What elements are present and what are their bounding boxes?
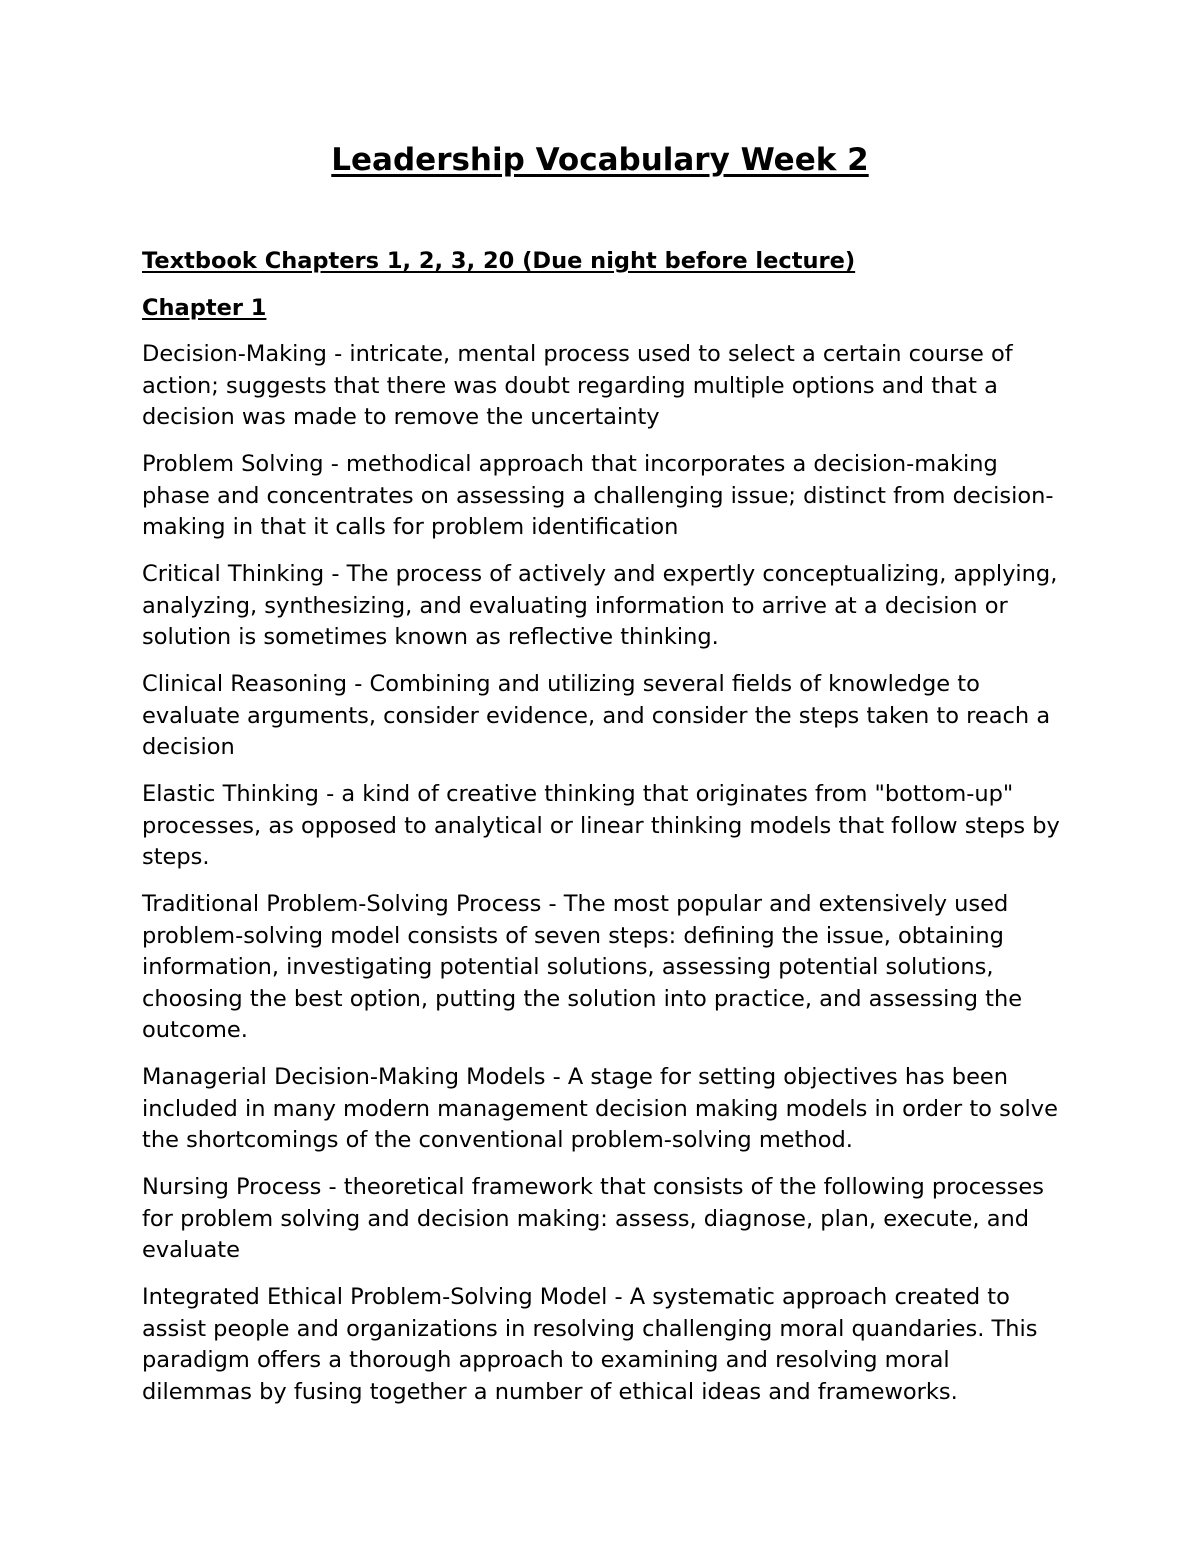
term-critical-thinking: Critical Thinking - The process of actively and expertly conceptualizing, applying, analyzing, synthesizing, and evaluating information to arrive at a decision or solution is sometimes known as reflective thinking.	[142, 561, 1058, 650]
term-integrated-ethical-problem-solving-model: Integrated Ethical Problem-Solving Model - A systematic approach created to assist people and organizations in resolving challenging moral quandaries. This paradigm offers a thorough approach to examining and resolving moral dilemmas by fusing together a number of ethical ideas and frameworks.	[142, 1284, 1038, 1405]
term-clinical-reasoning: Clinical Reasoning - Combining and utilizing several fields of knowledge to evaluate arguments, consider evidence, and consider the steps taken to reach a decision	[142, 671, 1051, 760]
document-body	[142, 246, 1062, 1424]
textbook-chapters-heading: Textbook Chapters 1, 2, 3, 20 (Due night before lecture)	[142, 248, 856, 274]
term-decision-making: Decision-Making - intricate, mental process used to select a certain course of action; suggests that there was doubt regarding multiple options and that a decision was made to remove the uncertainty	[142, 341, 1013, 430]
document-title: Leadership Vocabulary Week 2	[331, 142, 869, 178]
term-managerial-decision-making-models: Managerial Decision-Making Models - A stage for setting objectives has been included in many modern management decision making models in order to solve the shortcomings of the conventional problem-solving method.	[142, 1064, 1058, 1153]
term-problem-solving: Problem Solving - methodical approach that incorporates a decision-making phase and concentrates on assessing a challenging issue; distinct from decision-making in that it calls for problem identification	[142, 451, 1054, 540]
chapter-heading: Chapter 1	[142, 294, 267, 321]
term-traditional-problem-solving-process: Traditional Problem-Solving Process - The most popular and extensively used problem-solving model consists of seven steps: defining the issue, obtaining information, investigating potential solutions, assessing potential solutions, choosing the best option, putting the solution into practice, and assessing the outcome.	[142, 891, 1023, 1043]
term-elastic-thinking: Elastic Thinking - a kind of creative thinking that originates from "bottom-up" processes, as opposed to analytical or linear thinking models that follow steps by steps.	[142, 781, 1060, 870]
term-nursing-process: Nursing Process - theoretical framework that consists of the following processes for problem solving and decision making: assess, diagnose, plan, execute, and evaluate	[142, 1174, 1044, 1263]
